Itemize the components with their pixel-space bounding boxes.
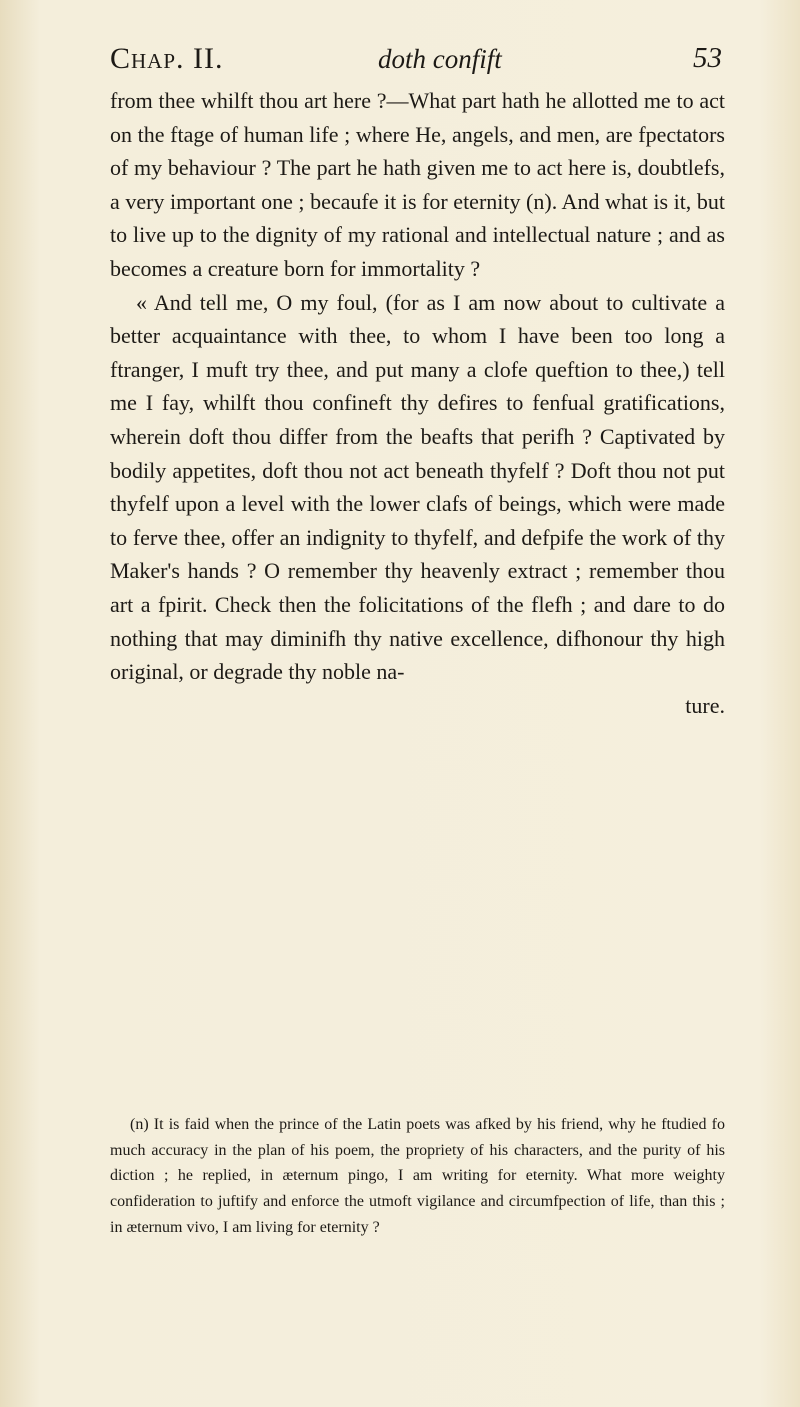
paragraph-2-end: ture.	[685, 692, 725, 718]
chapter-label: Chap. II.	[110, 42, 224, 75]
main-text	[110, 84, 725, 722]
page-number: 53	[693, 42, 722, 74]
paragraph-2: « And tell me, O my foul, (for as I am now about to cultivate a better acquaintance with thee, to whom I have been too long a ftranger, I muft try thee, and put many a clofe queftion to thee,) tell me I fay, whilft thou confineft thy defires to fenfual gratifications, wherein doft thou differ from the beafts that perifh ? Captivated by bodily appetites, doft thou not act beneath thyfelf ? Doft thou not put thyfelf upon a level with the lower clafs of beings, which were made to ferve thee, offer an indignity to thyfelf, and defpife the work of thy Maker's hands ? O remember thy heavenly extract ; remember thou art a fpirit. Check then the folicitations of the flefh ; and dare to do nothing that may diminifh thy native excellence, difhonour thy high original, or degrade thy noble na-	[110, 289, 725, 685]
footnote	[110, 1112, 725, 1241]
page-header	[110, 42, 722, 86]
running-title: doth confift	[378, 44, 502, 74]
paragraph-1: from thee whilft thou art here ?—What part hath he allotted me to act on the ftage of human life ; where He, angels, and men, are fpectators of my behaviour ? The part he hath given me to act here is, doubtlefs, a very important one ; becaufe it is for eternity (n). And what is it, but to live up to the dignity of my rational and intellectual nature ; and as becomes a creature born for immortality ?	[110, 88, 725, 281]
footnote-text: (n) It is faid when the prince of the Latin poets was afked by his friend, why he ftudied fo much accuracy in the plan of his poem, the propriety of his characters, and the purity of his diction ; he replied, in æternum pingo, I am writing for eternity. What more weighty confideration to juftify and enforce the utmoft vigilance and circumfpection of life, than this ; in æternum vivo, I am living for eternity ?	[110, 1116, 725, 1236]
